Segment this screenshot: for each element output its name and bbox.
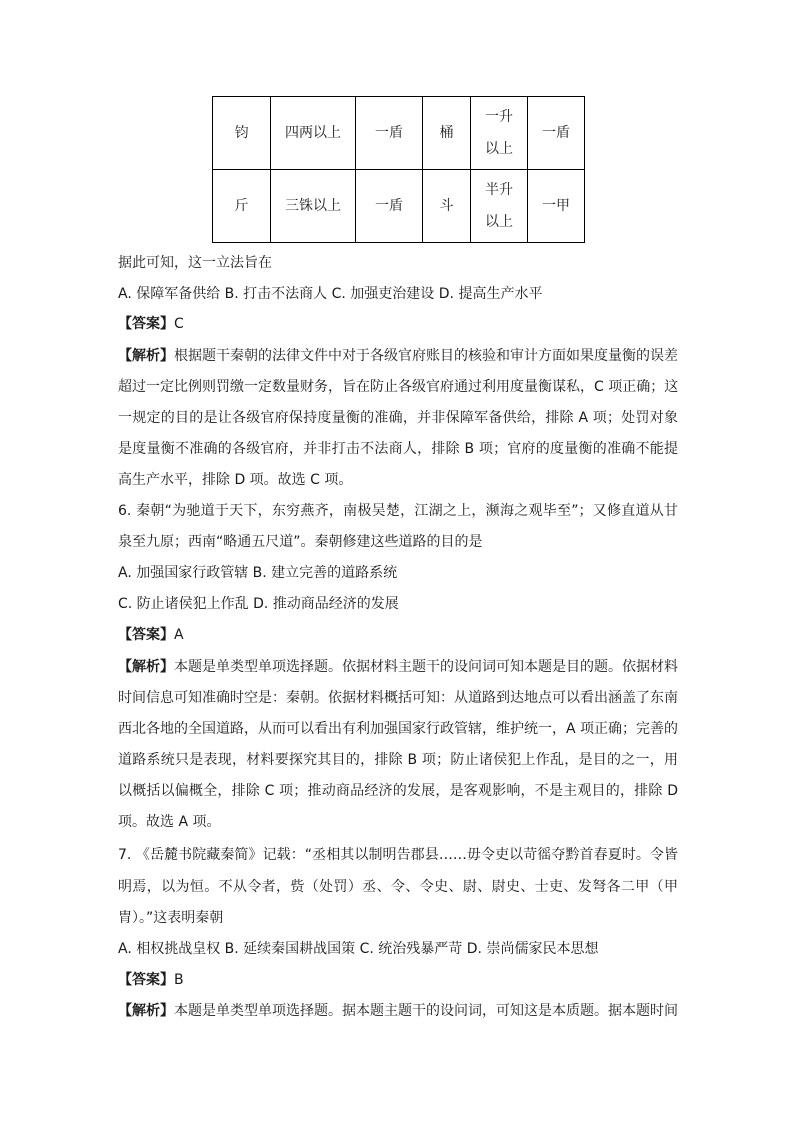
q5-analysis-line: 超过一定比例则罚缴一定数量财务，旨在防止各级官府通过利用度量衡谋私，C 项正确；这 [118, 379, 679, 395]
table-row [213, 97, 585, 170]
table-cell: 钧 [213, 97, 271, 170]
q7-options: A. 相权挑战皇权 B. 延续秦国耕战国策 C. 统治残暴严苛 D. 崇尚儒家民本思想 [118, 941, 599, 957]
table-cell: 一盾 [356, 97, 423, 170]
q7-analysis-line: 【解析】本题是单类型单项选择题。据本题主题干的设问词，可知这是本质题。据本题时间 [118, 1003, 678, 1019]
analysis-tag: 【解析】 [118, 1003, 174, 1019]
measure-penalty-table [212, 96, 585, 243]
table-cell: 斗 [423, 170, 471, 243]
table-cell: 半升 以上 [471, 170, 528, 243]
q5-analysis-line: 一规定的目的是让各级官府保持度量衡的准确，并非保障军备供给，排除 A 项；处罚对象 [118, 410, 678, 426]
table-cell: 四两以上 [271, 97, 356, 170]
q6-options-line: C. 防止诸侯犯上作乱 D. 推动商品经济的发展 [118, 596, 399, 612]
table-cell: 斤 [213, 170, 271, 243]
q6-analysis-line: 以概括以偏概全，排除 C 项；推动商品经济的发展，是客观影响，不是主观目的，排除 D [118, 783, 678, 799]
q6-answer [118, 625, 678, 645]
table-cell: 一甲 [528, 170, 585, 243]
table-cell: 桶 [423, 97, 471, 170]
table-cell: 一升 以上 [471, 97, 528, 170]
table-cell: 一盾 [528, 97, 585, 170]
q7-stem-line: 7. 《岳麓书院藏秦简》记载：“丞相其以制明告郡县……毋令吏以苛徭夺黔首春夏时。令皆 [118, 847, 678, 863]
answer-tag: 【答案】 [118, 316, 174, 332]
q6-analysis-line: 道路系统只是表现，材料要探究其目的，排除 B 项；防止诸侯犯上作乱，是目的之一，用 [118, 752, 678, 768]
q6-stem-line: 泉至九原；西南“略通五尺道”。秦朝修建这些道路的目的是 [118, 534, 483, 550]
q6-stem-line: 6. 秦朝“为驰道于天下，东穷燕齐，南极吴楚，江湖之上，濒海之观毕至”；又修直道从甘 [118, 503, 678, 519]
table-cell: 三铢以上 [271, 170, 356, 243]
q5-options: A. 保障军备供给 B. 打击不法商人 C. 加强吏治建设 D. 提高生产水平 [118, 286, 543, 302]
answer-tag: 【答案】 [118, 627, 174, 643]
q7-stem-line: 胄）。”这表明秦朝 [118, 910, 224, 926]
table-row [213, 170, 585, 243]
table-cell: 一盾 [356, 170, 423, 243]
q6-analysis-line: 西北各地的全国道路，从而可以看出有利加强国家行政管辖，维护统一，A 项正确；完善的 [118, 721, 679, 737]
q7-stem-line: 明焉，以为恒。不从令者，赀（处罚）丞、令、令史、尉、尉史、士吏、发弩各二甲（甲 [118, 879, 678, 895]
q6-analysis-line: 时间信息可知准确时空是：秦朝。依据材料概括可知：从道路到达地点可以看出涵盖了东南 [118, 690, 678, 706]
analysis-tag: 【解析】 [118, 348, 174, 364]
q5-analysis-line: 【解析】根据题干秦朝的法律文件中对于各级官府账目的核验和审计方面如果度量衡的误差 [118, 348, 678, 364]
q5-analysis-line: 高生产水平，排除 D 项。故选 C 项。 [118, 472, 353, 488]
answer-value: C [174, 316, 184, 332]
q6-options-line: A. 加强国家行政管辖 B. 建立完善的道路系统 [118, 565, 398, 581]
analysis-tag: 【解析】 [118, 659, 174, 675]
answer-value: A [174, 627, 184, 643]
q6-analysis-line: 项。故选 A 项。 [118, 814, 221, 830]
q5-answer [118, 314, 678, 334]
q7-answer [118, 970, 678, 990]
q6-analysis-line: 【解析】本题是单类型单项选择题。依据材料主题干的设问词可知本题是目的题。依据材料 [118, 659, 678, 675]
q5-analysis-line: 是度量衡不准确的各级官府，并非打击不法商人，排除 B 项；官府的度量衡的准确不能提 [118, 441, 678, 457]
answer-value: B [174, 972, 184, 988]
answer-tag: 【答案】 [118, 972, 174, 988]
q5-stem-end: 据此可知，这一立法旨在 [118, 255, 272, 271]
